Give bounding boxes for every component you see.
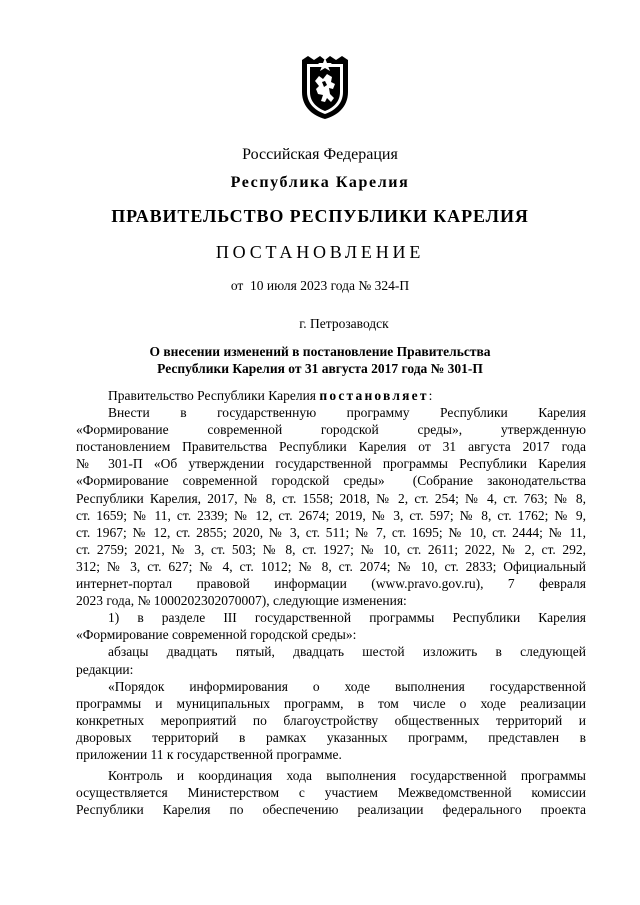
body-line: программы и муниципальных программ, в том числе о ходе реализации [76,695,586,711]
city: г. Петрозаводск [299,316,389,331]
body-line: Контроль и координация хода выполнения государственной программы [108,768,586,784]
document-subject [0,343,640,377]
body-line: ст. 1967; № 12, ст. 2855; 2020, № 3, ст. 511; № 7, ст. 1695; № 10, ст. 2444; № 11, [76,524,586,540]
republic-name: Республика Карелия [230,174,410,191]
body-line: «Формирование современной городской среды» (Собрание законодательства [76,473,586,489]
document-body [76,387,586,818]
body-line: «Формирование современной городской среды»: [76,627,357,643]
karelia-coat-of-arms-icon [298,54,352,120]
body-line: 2023 года, № 1000202302070007), следующие изменения: [76,593,407,609]
body-line: дворовых территорий в рамках указанных программ, представлен в [76,729,586,745]
document-type: ПОСТАНОВЛЕНИЕ [215,242,425,262]
body-line: постановлением Правительства Республики Карелия от 31 августа 2017 года [76,439,586,455]
intro-suffix: : [428,388,433,403]
intro-verb: постановляет [319,388,429,403]
country-name: Российская Федерация [242,146,398,163]
government-title: ПРАВИТЕЛЬСТВО РЕСПУБЛИКИ КАРЕЛИЯ [111,206,529,226]
body-line: № 301-П «Об утверждении государственной программы Республики Карелия [76,456,586,472]
date-and-number: от 10 июля 2023 года № 324-П [230,278,410,293]
body-line: приложении 11 к государственной программе. [76,746,342,762]
body-line: Республики Карелия, 2017, № 8, ст. 1558; 2018, № 2, ст. 254; № 4, ст. 763; № 8, [76,490,586,506]
body-line: осуществляется Министерством с участием Межведомственной комиссии [76,785,586,801]
intro-paragraph [76,387,586,404]
body-line: ст. 1659; № 11, ст. 2339; № 12, ст. 2674; 2019, № 3, ст. 597; № 8, ст. 1762; № 9, [76,507,586,523]
body-line: «Порядок информирования о ходе выполнения государственной [108,678,586,694]
body-line: конкретных мероприятий по благоустройству общественных территорий и [76,712,586,728]
body-line: Республики Карелия по обеспечению реализации федерального проекта [76,802,586,818]
body-line: ст. 2759; 2021, № 3, ст. 503; № 8, ст. 1927; № 10, ст. 2611; 2022, № 2, ст. 292, [76,541,586,557]
body-line: редакции: [76,661,134,677]
body-line: Внести в государственную программу Республики Карелия [108,405,586,421]
body-line: интернет-портал правовой информации (www.pravo.gov.ru), 7 февраля [76,576,586,592]
subject-line-2: Республики Карелия от 31 августа 2017 года № 301-П [157,361,483,376]
body-line: 1) в разделе III государственной программы Республики Карелия [108,610,586,626]
body-line: «Формирование современной городской среды», утвержденную [76,422,586,438]
body-line: 312; № 3, ст. 627; № 4, ст. 1012; № 8, ст. 2074; № 10, ст. 2833; Официальный [76,558,586,574]
body-line: абзацы двадцать пятый, двадцать шестой изложить в следующей [108,644,586,660]
subject-line-1: О внесении изменений в постановление Правительства [149,344,491,359]
intro-prefix: Правительство Республики Карелия [108,388,320,403]
